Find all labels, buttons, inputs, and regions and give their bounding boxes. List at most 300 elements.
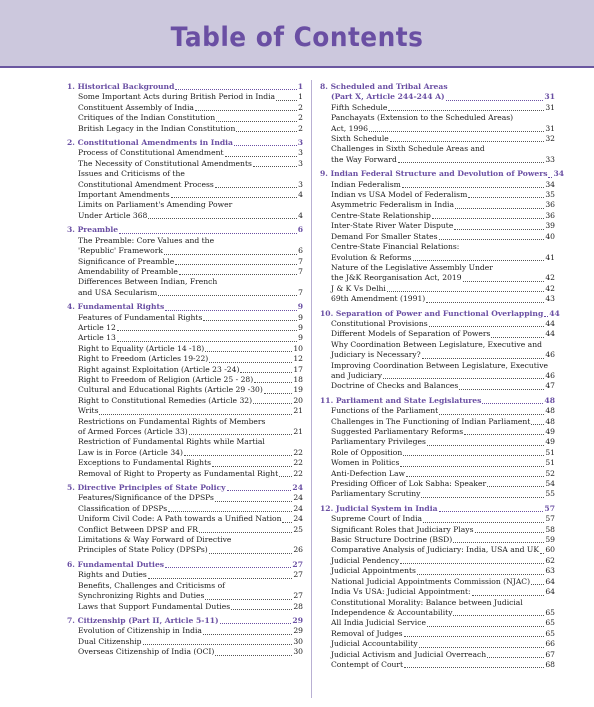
toc-entry-title: the Way Forward — [331, 154, 397, 164]
toc-page-number: 57 — [545, 514, 555, 524]
toc-entry-title: Indian vs USA Model of Federalism — [331, 190, 468, 200]
dot-leader — [427, 626, 544, 627]
dot-leader — [253, 166, 297, 167]
dot-leader — [455, 208, 544, 209]
toc-entry-title: Article 12 — [78, 322, 116, 332]
toc-section-entry[interactable] — [67, 570, 303, 580]
toc-entry-title: Presiding Officer of Lok Sabha: Speaker — [331, 479, 487, 489]
toc-entry-title: Article 13 — [78, 333, 116, 343]
column-divider — [311, 80, 312, 698]
toc-section-entry[interactable] — [320, 232, 555, 242]
toc-entry-title: Judicial Appointments — [331, 566, 416, 576]
toc-entry-title: National Judicial Appointments Commission (NJAC) — [331, 576, 531, 586]
toc-section-entry[interactable] — [67, 385, 303, 395]
toc-section-entry[interactable] — [320, 340, 555, 350]
toc-entry-title: Judiciary is Necessary? — [331, 350, 421, 360]
toc-page-number: 1 — [297, 82, 303, 91]
toc-chapter-entry[interactable] — [67, 82, 303, 92]
toc-section-entry[interactable] — [67, 246, 303, 256]
toc-section-entry[interactable] — [67, 277, 303, 287]
dot-leader — [491, 337, 544, 338]
dot-leader — [165, 567, 291, 568]
toc-entry-title: Inter-State River Water Dispute — [331, 221, 454, 231]
toc-section-entry[interactable] — [320, 319, 555, 329]
toc-section-entry[interactable] — [67, 525, 303, 535]
toc-entry-title: Fifth Schedule — [331, 102, 388, 112]
toc-page-number: 29 — [293, 626, 303, 636]
toc-section-entry[interactable] — [67, 103, 303, 113]
page-header — [0, 0, 594, 68]
toc-entry-title: Judicial Pendency — [331, 555, 400, 565]
toc-entry-title: 12. Judicial System in India — [320, 503, 438, 513]
dot-leader — [254, 382, 292, 383]
toc-section-entry[interactable] — [320, 608, 555, 618]
toc-right-column — [320, 82, 565, 670]
toc-entry-title: Comparative Analysis of Judiciary: India, USA and UK — [331, 545, 539, 555]
toc-section-entry[interactable] — [67, 545, 303, 555]
toc-entry-title: Centre-State Financial Relations: — [331, 242, 460, 252]
toc-section-entry[interactable] — [320, 545, 555, 555]
toc-section-entry[interactable] — [320, 660, 555, 670]
toc-page-number: 27 — [293, 591, 303, 601]
toc-page-number: 31 — [544, 92, 555, 102]
toc-section-entry[interactable] — [320, 371, 555, 381]
toc-entry-title: Parliamentary Privileges — [331, 437, 426, 447]
dot-leader — [406, 476, 544, 477]
toc-entry-title: Challenges in Sixth Schedule Areas and — [331, 144, 485, 154]
toc-entry-title: the J&K Reorganisation Act, 2019 — [331, 273, 462, 283]
toc-chapter-entry[interactable] — [320, 308, 560, 319]
dot-leader — [195, 110, 297, 111]
toc-entry-title: Improving Coordination Between Legislature, Executive — [331, 360, 549, 370]
toc-page-number: 44 — [549, 308, 560, 318]
toc-chapter-entry[interactable] — [320, 82, 555, 92]
toc-page-number: 40 — [545, 231, 555, 241]
toc-section-entry[interactable] — [320, 577, 555, 587]
dot-leader — [446, 100, 544, 101]
toc-entry-title: Features of Fundamental Rights — [78, 312, 203, 322]
toc-page-number: 49 — [545, 427, 555, 436]
toc-section-entry[interactable] — [320, 448, 555, 458]
toc-chapter-entry[interactable] — [67, 302, 303, 312]
dot-leader — [158, 295, 297, 296]
toc-entry-title: 9. Indian Federal Structure and Devolution of Powers — [320, 169, 548, 179]
toc-chapter-entry[interactable] — [320, 396, 555, 406]
toc-entry-title: Exceptions to Fundamental Rights — [78, 458, 212, 468]
dot-leader — [119, 233, 297, 234]
toc-section-entry[interactable] — [67, 458, 303, 468]
toc-entry-title: Important Amendments — [78, 190, 170, 200]
toc-section-entry[interactable] — [67, 637, 303, 647]
toc-entry-title: 4. Fundamental Rights — [67, 302, 165, 312]
toc-section-entry[interactable] — [67, 647, 303, 657]
toc-page-number: 26 — [293, 545, 303, 555]
toc-page-number: 66 — [545, 639, 555, 649]
toc-page-number: 30 — [293, 647, 303, 657]
toc-section-entry[interactable] — [320, 180, 555, 190]
toc-section-entry[interactable] — [320, 284, 555, 294]
toc-entry-title: Doctrine of Checks and Balances — [331, 381, 459, 391]
dot-leader — [454, 229, 544, 230]
toc-page-number: 43 — [545, 294, 555, 304]
toc-section-entry[interactable] — [67, 417, 303, 427]
toc-section-entry[interactable] — [320, 263, 555, 273]
toc-entry-title: Classification of DPSPs — [78, 503, 168, 513]
toc-entry-title: Cultural and Educational Rights (Article 29 -30) — [78, 385, 263, 395]
toc-section-entry[interactable] — [320, 427, 555, 437]
dot-leader — [463, 281, 545, 282]
toc-section-entry[interactable] — [67, 236, 303, 246]
toc-page-number: 35 — [545, 190, 555, 200]
dot-leader — [429, 326, 545, 327]
toc-section-entry[interactable] — [320, 253, 555, 263]
toc-page-number: 49 — [545, 437, 555, 447]
toc-page-number: 48 — [545, 416, 555, 426]
toc-entry-title: Sixth Schedule — [331, 134, 389, 144]
dot-leader — [279, 476, 292, 477]
toc-section-entry[interactable] — [67, 124, 303, 134]
toc-section-entry[interactable] — [320, 242, 555, 252]
toc-page-number: 24 — [293, 503, 303, 513]
toc-page-number: 46 — [545, 350, 555, 360]
dot-leader — [402, 187, 545, 188]
toc-section-entry[interactable] — [320, 525, 555, 535]
toc-section-entry[interactable] — [320, 134, 555, 144]
toc-entry-title: Restriction of Fundamental Rights while Martial — [78, 437, 265, 447]
toc-chapter-entry[interactable] — [320, 504, 555, 514]
toc-section-entry[interactable] — [320, 639, 555, 649]
toc-section-entry[interactable] — [320, 437, 555, 447]
toc-section-entry[interactable] — [67, 113, 303, 123]
dot-leader — [212, 466, 292, 467]
dot-leader — [175, 264, 297, 265]
toc-page-number: 68 — [545, 659, 555, 669]
toc-entry-title: Asymmetric Federalism in India — [331, 200, 455, 210]
toc-entry-title: Challenges in The Functioning of Indian Parliament — [331, 416, 531, 426]
toc-section-entry[interactable] — [67, 626, 303, 636]
dot-leader — [184, 455, 292, 456]
toc-section-entry[interactable] — [320, 329, 555, 339]
toc-section-entry[interactable] — [67, 323, 303, 333]
toc-entry-title: 8. Scheduled and Tribal Areas — [320, 82, 448, 91]
toc-section-entry[interactable] — [320, 155, 555, 165]
toc-section-entry[interactable] — [67, 591, 303, 601]
toc-page-number: 54 — [545, 479, 555, 489]
toc-section-entry[interactable] — [320, 417, 555, 427]
dot-leader — [544, 316, 548, 317]
toc-section-entry[interactable] — [67, 365, 303, 375]
dot-leader — [472, 595, 545, 596]
toc-entry-title: Limits on Parliament's Amending Power — [78, 200, 233, 210]
toc-section-entry[interactable] — [67, 211, 303, 221]
toc-page-number: 7 — [298, 266, 303, 276]
toc-entry-title: Uniform Civil Code: A Path towards a Unified Nation — [78, 514, 282, 524]
dot-leader — [426, 302, 544, 303]
toc-section-entry[interactable] — [67, 514, 303, 524]
dot-leader — [175, 89, 296, 90]
toc-page-number: 55 — [545, 489, 555, 499]
dot-leader — [439, 414, 544, 415]
toc-entry-title: Basic Structure Doctrine (BSD) — [331, 535, 453, 545]
toc-section-entry[interactable] — [320, 514, 555, 524]
toc-page-number: 3 — [297, 138, 303, 148]
toc-entry-title: Right to Freedom (Articles 19-22) — [78, 354, 209, 364]
toc-page-number: 52 — [545, 468, 555, 478]
toc-entry-title: of Armed Forces (Article 33) — [78, 427, 188, 436]
toc-section-entry[interactable] — [320, 221, 555, 231]
dot-leader — [404, 667, 544, 668]
toc-page-number: 21 — [293, 406, 303, 416]
toc-page-number: 64 — [545, 587, 555, 597]
toc-section-entry[interactable] — [320, 211, 555, 221]
toc-section-entry[interactable] — [67, 288, 303, 298]
dot-leader — [179, 274, 297, 275]
dot-leader — [459, 389, 544, 390]
toc-page-number: 32 — [545, 134, 555, 144]
toc-section-entry[interactable] — [320, 406, 555, 416]
toc-section-entry[interactable] — [320, 124, 555, 134]
toc-entry-title: Writs — [78, 406, 99, 416]
toc-chapter-entry[interactable] — [67, 616, 303, 626]
toc-section-entry[interactable] — [67, 448, 303, 458]
toc-page-number: 60 — [545, 545, 555, 555]
toc-section-entry[interactable] — [320, 598, 555, 608]
toc-entry-title: Dual Citizenship — [78, 636, 142, 646]
toc-entry-title: Overseas Citizenship of India (OCI) — [78, 647, 215, 657]
dot-leader — [215, 187, 297, 188]
toc-section-entry[interactable] — [67, 504, 303, 514]
toc-entry-title: India Vs USA: Judicial Appointment: — [331, 587, 471, 597]
toc-chapter-entry[interactable] — [67, 225, 303, 235]
dot-leader — [234, 145, 297, 146]
toc-section-entry[interactable] — [67, 344, 303, 354]
toc-section-entry[interactable] — [320, 350, 555, 360]
toc-entry-title: 'Republic' Framework — [78, 246, 163, 256]
toc-section-entry[interactable] — [320, 113, 555, 123]
toc-chapter-entry[interactable] — [320, 169, 565, 179]
toc-section-entry[interactable] — [320, 200, 555, 210]
toc-page-number: 36 — [545, 210, 555, 220]
toc-section-entry[interactable] — [67, 602, 303, 612]
toc-section-entry[interactable] — [320, 535, 555, 545]
toc-entry-title: 2. Constitutional Amendments in India — [67, 138, 233, 148]
toc-section-entry[interactable] — [67, 396, 303, 406]
toc-page-number: 3 — [298, 158, 303, 168]
toc-section-entry[interactable] — [67, 180, 303, 190]
toc-page-number: 22 — [293, 447, 303, 457]
toc-section-entry[interactable] — [67, 313, 303, 323]
toc-page-number: 63 — [545, 566, 555, 576]
toc-section-entry[interactable] — [320, 587, 555, 597]
toc-page-number: 31 — [545, 123, 555, 133]
toc-entry-title: Demand For Smaller States — [331, 231, 438, 241]
toc-section-entry[interactable] — [67, 493, 303, 503]
toc-entry-title: Principles of State Policy (DPSPs) — [78, 545, 208, 555]
toc-section-entry[interactable] — [320, 294, 555, 304]
toc-section-entry[interactable] — [67, 333, 303, 343]
toc-section-entry[interactable] — [67, 427, 303, 437]
dot-leader — [417, 574, 544, 575]
toc-page-number: 25 — [293, 524, 303, 534]
toc-entry-title: Under Article 368 — [78, 210, 148, 220]
toc-section-entry[interactable] — [67, 354, 303, 364]
dot-leader — [464, 434, 544, 435]
toc-entry-title: Critiques of the Indian Constitution — [78, 113, 216, 123]
dot-leader — [369, 131, 544, 132]
toc-entry-title: Amendability of Preamble — [78, 266, 178, 276]
toc-section-entry[interactable] — [67, 469, 303, 479]
toc-page-number: 28 — [293, 601, 303, 611]
toc-entry-title: Independence & Accountability — [331, 607, 453, 617]
toc-section-entry[interactable] — [320, 144, 555, 154]
toc-page-number: 34 — [553, 169, 565, 179]
toc-section-entry[interactable] — [67, 169, 303, 179]
toc-entry-title: Issues and Criticisms of the — [78, 169, 185, 179]
dot-leader — [205, 599, 292, 600]
toc-section-entry[interactable] — [67, 581, 303, 591]
dot-leader — [419, 647, 545, 648]
toc-page-number: 24 — [292, 483, 303, 493]
dot-leader — [422, 358, 545, 359]
dot-leader — [164, 254, 297, 255]
toc-entry-title: J & K Vs Delhi — [331, 283, 386, 293]
toc-section-entry[interactable] — [67, 159, 303, 169]
toc-page-number: 27 — [293, 570, 303, 580]
toc-page-number: 6 — [297, 225, 303, 235]
toc-chapter-entry[interactable] — [320, 92, 555, 102]
dot-leader — [264, 393, 293, 394]
toc-page-number: 29 — [292, 615, 303, 625]
toc-left-column — [67, 82, 303, 658]
toc-entry-title: Significant Roles that Judiciary Plays — [331, 524, 474, 534]
toc-section-entry[interactable] — [67, 437, 303, 447]
toc-entry-title: Centre-State Relationship — [331, 210, 431, 220]
dot-leader — [99, 414, 292, 415]
toc-page-number: 2 — [298, 113, 303, 123]
dot-leader — [276, 100, 297, 101]
toc-section-entry[interactable] — [320, 361, 555, 371]
toc-entry-title: Constituent Assembly of India — [78, 102, 194, 112]
toc-entry-title: Different Models of Separation of Powers — [331, 329, 491, 339]
toc-chapter-entry[interactable] — [67, 483, 303, 493]
toc-section-entry[interactable] — [67, 148, 303, 158]
toc-page-number: 42 — [545, 273, 555, 283]
toc-page-number: 62 — [545, 555, 555, 565]
dot-leader — [388, 110, 544, 111]
toc-page-number: 57 — [544, 503, 555, 513]
toc-section-entry[interactable] — [320, 273, 555, 283]
toc-section-entry[interactable] — [320, 479, 555, 489]
toc-section-entry[interactable] — [67, 200, 303, 210]
toc-section-entry[interactable] — [320, 103, 555, 113]
toc-page-number: 20 — [293, 395, 303, 405]
dot-leader — [387, 291, 544, 292]
dot-leader — [421, 497, 544, 498]
toc-page-number: 22 — [293, 458, 303, 468]
toc-entry-title: Judicial Activism and Judicial Overreach — [331, 649, 487, 659]
toc-entry-title: Synchronizing Rights and Duties — [78, 591, 205, 601]
toc-section-entry[interactable] — [320, 190, 555, 200]
dot-leader — [168, 511, 292, 512]
toc-section-entry[interactable] — [67, 406, 303, 416]
dot-leader — [215, 501, 292, 502]
toc-page-number: 4 — [298, 190, 303, 200]
toc-page-number: 22 — [293, 468, 303, 478]
toc-entry-title: Rights and Duties — [78, 570, 147, 580]
toc-entry-title: Removal of Right to Property as Fundamental Right — [78, 468, 279, 478]
toc-page-number: 24 — [293, 514, 303, 524]
toc-entry-title: Right to Freedom of Religion (Article 25 - 28) — [78, 374, 254, 384]
dot-leader — [240, 372, 292, 373]
toc-section-entry[interactable] — [67, 190, 303, 200]
dot-leader — [253, 403, 292, 404]
dot-leader — [216, 121, 297, 122]
toc-page-number: 9 — [298, 312, 303, 322]
toc-page-number: 27 — [292, 559, 303, 569]
dot-leader — [453, 542, 544, 543]
toc-section-entry[interactable] — [320, 618, 555, 628]
dot-leader — [439, 511, 544, 512]
toc-page-number: 21 — [293, 427, 303, 436]
toc-entry-title: Panchayats (Extension to the Scheduled Areas) — [331, 113, 514, 123]
toc-entry-title: Constitutional Morality: Balance between Judicial — [331, 597, 523, 607]
toc-page-number: 2 — [298, 123, 303, 133]
toc-page-number: 51 — [545, 447, 555, 457]
toc-entry-title: Suggested Parliamentary Reforms — [331, 427, 464, 436]
toc-section-entry[interactable] — [320, 629, 555, 639]
toc-section-entry[interactable] — [320, 566, 555, 576]
toc-section-entry[interactable] — [67, 257, 303, 267]
toc-section-entry[interactable] — [320, 469, 555, 479]
toc-chapter-entry[interactable] — [67, 560, 303, 570]
toc-chapter-entry[interactable] — [67, 138, 303, 148]
toc-section-entry[interactable] — [67, 535, 303, 545]
toc-entry-title: Features/Significance of the DPSPs — [78, 493, 214, 503]
toc-section-entry[interactable] — [320, 381, 555, 391]
dot-leader — [231, 609, 292, 610]
toc-entry-title: and Judiciary — [331, 370, 383, 380]
dot-leader — [227, 490, 292, 491]
toc-page-number: 48 — [545, 406, 555, 416]
toc-page-number: 6 — [298, 246, 303, 256]
toc-section-entry[interactable] — [320, 556, 555, 566]
toc-section-entry[interactable] — [320, 650, 555, 660]
toc-entry-title: 11. Parliament and State Legislatures — [320, 395, 482, 405]
dot-leader — [282, 522, 292, 523]
toc-page-number: 18 — [293, 374, 303, 384]
toc-section-entry[interactable] — [67, 267, 303, 277]
toc-section-entry[interactable] — [320, 489, 555, 499]
toc-page-number: 9 — [298, 322, 303, 332]
toc-page-number: 12 — [293, 354, 303, 364]
toc-page-number: 42 — [545, 283, 555, 293]
toc-entry-title: Contempt of Court — [331, 659, 404, 669]
dot-leader — [400, 466, 544, 467]
toc-section-entry[interactable] — [67, 375, 303, 385]
dot-leader — [548, 177, 552, 178]
dot-leader — [205, 351, 292, 352]
toc-section-entry[interactable] — [320, 458, 555, 468]
toc-section-entry[interactable] — [67, 92, 303, 102]
toc-entry-title: Supreme Court of India — [331, 514, 423, 524]
toc-page-number: 64 — [545, 576, 555, 586]
toc-page-number: 9 — [298, 333, 303, 343]
toc-entry-title: 10. Separation of Power and Functional Overlapping — [320, 308, 544, 318]
dot-leader — [439, 239, 545, 240]
page-title: Table of Contents — [170, 22, 424, 53]
dot-leader — [189, 434, 293, 435]
dot-leader — [540, 553, 544, 554]
